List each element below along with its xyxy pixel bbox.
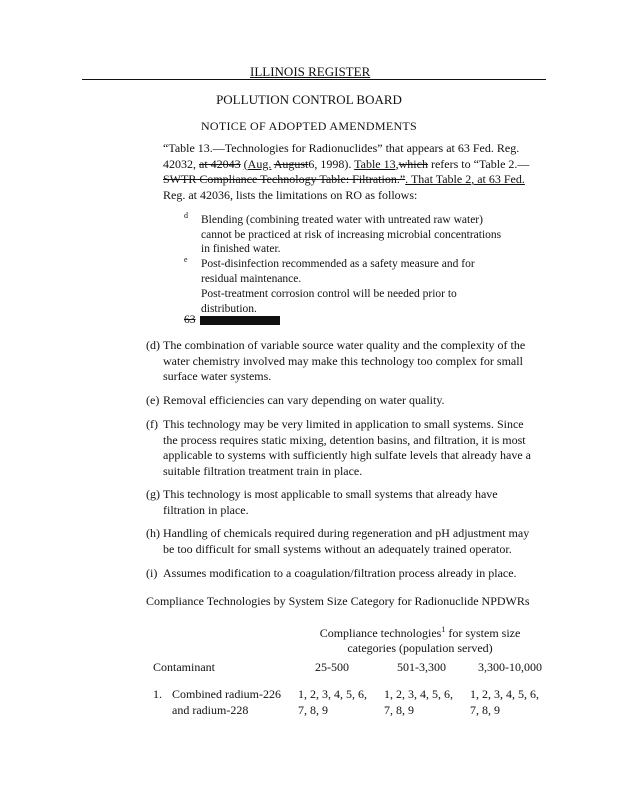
col-header-25-500: 25-500	[315, 660, 349, 674]
item-line: surface water systems.	[163, 369, 272, 383]
cell-value: 1, 2, 3, 4, 5, 6,	[298, 687, 367, 701]
item-h: (h) Handling of chemicals required during regeneration and pH adjustment may be too difficult for small systems without an adequately trained operator.	[146, 526, 566, 557]
intro-line-3: SWTR Compliance Technology Table: Filtration.”. That Table 2, at 63 Fed.	[163, 172, 525, 186]
footnote-line: Post-disinfection recommended as a safety measure and for	[201, 258, 475, 270]
item-f: (f) This technology may be very limited in application to small systems. Since the process requires static mixing, detention basins, and filtration, it is most applicable to systems with sufficiently high sulfate levels that already have a suitable filtration treatment train in place.	[146, 417, 576, 479]
cell-value: 1, 2, 3, 4, 5, 6,	[470, 687, 539, 701]
footnote-line: Blending (combining treated water with untreated raw water)	[201, 214, 483, 226]
intro-line-2: 42032, at 42043 (Aug. August6, 1998). Table 13,which refers to “Table 2.—	[163, 156, 530, 171]
item-line: This technology is most applicable to small systems that already have	[163, 487, 498, 501]
col-header-contaminant: Contaminant	[153, 660, 215, 674]
header-rule	[82, 79, 546, 80]
footnote-line: Post-treatment corrosion control will be needed prior to	[201, 288, 457, 300]
row-name: Combined radium-226	[172, 687, 281, 701]
item-line: This technology may be very limited in application to small systems. Since	[163, 417, 524, 431]
item-line: suitable filtration treatment train in place.	[163, 463, 363, 478]
intro-line-4: Reg. at 42036, lists the limitations on RO as follows:	[163, 187, 418, 202]
footnote-mark: e	[184, 255, 188, 264]
col-header-3300-10000: 3,300-10,000	[478, 660, 542, 674]
intro-paragraph	[163, 141, 563, 203]
footnote-line: cannot be practiced at risk of increasing microbial concentrations	[201, 228, 502, 241]
cell-value: 1, 2, 3, 4, 5, 6,	[384, 687, 453, 701]
cell-value: 7, 8, 9	[470, 702, 500, 717]
item-e: (e) Removal efficiencies can vary depending on water quality.	[146, 393, 566, 409]
redaction-mark	[200, 316, 280, 325]
item-line: Handling of chemicals required during regeneration and pH adjustment may	[163, 526, 530, 540]
item-g: (g) This technology is most applicable to small systems that already have filtration in place.	[146, 487, 566, 518]
item-line: filtration in place.	[163, 502, 249, 517]
footnote-line: in finished water.	[201, 243, 281, 255]
item-line: Assumes modification to a coagulation/filtration process already in place.	[163, 566, 517, 580]
table-title: Compliance Technologies by System Size Category for Radionuclide NPDWRs	[146, 594, 530, 608]
item-d: (d) The combination of variable source water quality and the complexity of the water chemistry involved may make this technology too complex for small surface water systems.	[146, 338, 566, 385]
footnote-line: residual maintenance.	[201, 272, 302, 285]
cell-value: 7, 8, 9	[298, 702, 328, 717]
item-i: (i) Assumes modification to a coagulation/filtration process already in place.	[146, 566, 566, 582]
item-line: be too difficult for small systems without an adequately trained operator.	[163, 541, 512, 556]
board-title: POLLUTION CONTROL BOARD	[216, 92, 402, 107]
row-number: 1.	[153, 687, 162, 701]
item-line: applicable to systems with sufficiently high sulfate levels that already have a	[163, 448, 532, 462]
intro-line-1: “Table 13.—Technologies for Radionuclides” that appears at 63 Fed. Reg.	[163, 141, 520, 155]
register-title: ILLINOIS REGISTER	[250, 64, 371, 79]
col-header-501-3300: 501-3,300	[397, 660, 446, 674]
item-line: water chemistry involved may make this technology too complex for small	[163, 353, 523, 368]
item-line: the process requires static mixing, detention basins, and filtration, it is most	[163, 432, 526, 447]
item-line: The combination of variable source water quality and the complexity of the	[163, 338, 526, 352]
footnote-mark: d	[184, 211, 188, 220]
cell-value: 7, 8, 9	[384, 702, 414, 717]
row-name: and radium-228	[172, 702, 249, 717]
table-super-header: Compliance technologies$^1$ for system size categories (population served)	[319, 625, 521, 655]
item-line: Removal efficiencies can vary depending on water quality.	[163, 393, 445, 407]
struck-citation: 63	[184, 314, 280, 326]
footnote-line: distribution.	[201, 302, 257, 315]
notice-title: NOTICE OF ADOPTED AMENDMENTS	[200, 119, 418, 133]
